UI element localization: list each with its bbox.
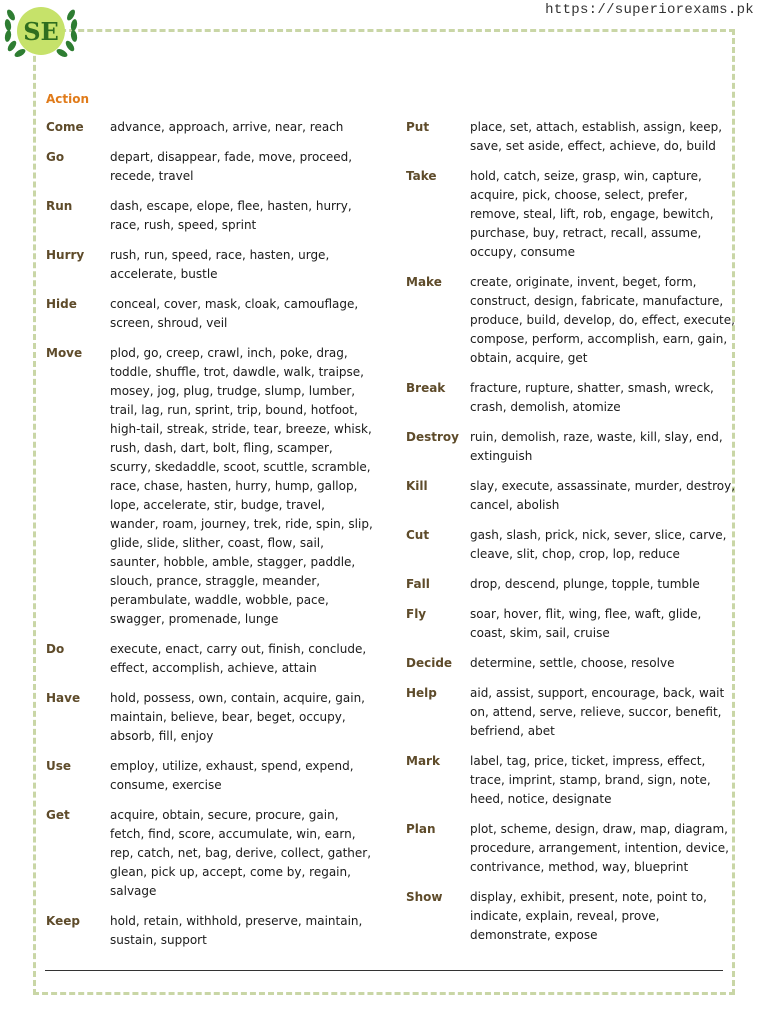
entry-synonyms: soar, hover, flit, wing, flee, waft, glide, coast, skim, sail, cruise — [470, 607, 702, 640]
entry-word: Fly — [406, 607, 427, 621]
entry-synonyms: execute, enact, carry out, finish, conclude, effect, accomplish, achieve, attain — [110, 642, 367, 675]
entry-word: Fall — [406, 577, 430, 591]
entry-do — [46, 640, 376, 678]
entry-show — [406, 888, 736, 945]
entry-get — [46, 806, 376, 901]
entry-synonyms: ruin, demolish, raze, waste, kill, slay, end, extinguish — [470, 430, 723, 463]
entry-mark — [406, 752, 736, 809]
site-url: https://superiorexams.pk — [545, 2, 754, 18]
entry-word: Keep — [46, 914, 80, 928]
entry-use — [46, 757, 376, 795]
entry-synonyms: determine, settle, choose, resolve — [470, 656, 675, 670]
entry-plan — [406, 820, 736, 877]
entry-word: Have — [46, 691, 81, 705]
entry-keep — [46, 912, 376, 950]
entry-synonyms: conceal, cover, mask, cloak, camouflage, screen, shroud, veil — [110, 297, 359, 330]
entry-synonyms: hold, possess, own, contain, acquire, gain, maintain, believe, bear, beget, occupy, absorb, fill, enjoy — [110, 691, 365, 743]
entry-synonyms: drop, descend, plunge, topple, tumble — [470, 577, 700, 591]
entry-word: Cut — [406, 528, 430, 542]
entry-word: Get — [46, 808, 70, 822]
right-column — [406, 118, 736, 956]
entry-synonyms: place, set, attach, establish, assign, keep, save, set aside, effect, achieve, do, build — [470, 120, 723, 153]
entry-synonyms: slay, execute, assassinate, murder, destroy, cancel, abolish — [470, 479, 736, 512]
entry-word: Break — [406, 381, 446, 395]
svg-text:SE: SE — [23, 17, 59, 46]
entry-word: Plan — [406, 822, 436, 836]
entry-word: Do — [46, 642, 65, 656]
entry-synonyms: fracture, rupture, shatter, smash, wreck, crash, demolish, atomize — [470, 381, 714, 414]
entry-fly — [406, 605, 736, 643]
entry-word: Show — [406, 890, 443, 904]
entry-move — [46, 344, 376, 629]
left-column — [46, 118, 376, 961]
entry-kill — [406, 477, 736, 515]
footer-rule — [45, 970, 723, 971]
entry-take — [406, 167, 736, 262]
entry-go — [46, 148, 376, 186]
entry-word: Kill — [406, 479, 428, 493]
entry-decide — [406, 654, 736, 673]
entry-word: Run — [46, 199, 73, 213]
entry-word: Hurry — [46, 248, 85, 262]
entry-synonyms: depart, disappear, fade, move, proceed, recede, travel — [110, 150, 353, 183]
entry-hurry — [46, 246, 376, 284]
logo-icon — [3, 3, 79, 61]
entry-word: Decide — [406, 656, 453, 670]
entry-word: Use — [46, 759, 72, 773]
entry-destroy — [406, 428, 736, 466]
entry-cut — [406, 526, 736, 564]
entry-word: Help — [406, 686, 437, 700]
entry-hide — [46, 295, 376, 333]
entry-fall — [406, 575, 736, 594]
entry-word: Put — [406, 120, 430, 134]
entry-synonyms: plot, scheme, design, draw, map, diagram, procedure, arrangement, intention, device, contrivance, method, way, blueprint — [470, 822, 729, 874]
entry-synonyms: advance, approach, arrive, near, reach — [110, 120, 344, 134]
entry-word: Hide — [46, 297, 77, 311]
entry-help — [406, 684, 736, 741]
entry-synonyms: gash, slash, prick, nick, sever, slice, carve, cleave, slit, chop, crop, lop, reduce — [470, 528, 727, 561]
entry-synonyms: dash, escape, elope, flee, hasten, hurry, race, rush, speed, sprint — [110, 199, 352, 232]
entry-make — [406, 273, 736, 368]
entry-break — [406, 379, 736, 417]
section-title: Action — [46, 92, 90, 106]
entry-word: Go — [46, 150, 65, 164]
entry-synonyms: aid, assist, support, encourage, back, wait on, attend, serve, relieve, succor, benefit, befriend, abet — [470, 686, 725, 738]
entry-put — [406, 118, 736, 156]
entry-synonyms: plod, go, creep, crawl, inch, poke, drag, toddle, shuffle, trot, dawdle, walk, traipse, mosey, jog, plug, trudge, slump, lumber, trail, lag, run, sprint, trip, bound, hotfoot, high-tail, streak, stride, tear, breeze, whisk, rush, dash, dart, bolt, fling, scamper, scurry, skedaddle, scoot, scuttle, scramble, race, chase, hasten, hurry, hump, gallop, lope, accelerate, stir, budge, travel, wander, roam, journey, trek, ride, spin, slip, glide, slide, slither, coast, flow, sail, saunter, hobble, amble, stagger, paddle, slouch, prance, straggle, meander, perambulate, waddle, wobble, pace, swagger, promenade, lunge — [110, 346, 373, 626]
entry-run — [46, 197, 376, 235]
entry-synonyms: label, tag, price, ticket, impress, effect, trace, imprint, stamp, brand, sign, note, heed, notice, designate — [470, 754, 711, 806]
entry-word: Take — [406, 169, 437, 183]
entry-synonyms: create, originate, invent, beget, form, construct, design, fabricate, manufacture, produce, build, develop, do, effect, execute, compose, perform, accomplish, earn, gain, obtain, acquire, get — [470, 275, 735, 365]
entry-word: Move — [46, 346, 83, 360]
entry-word: Come — [46, 120, 84, 134]
entry-synonyms: display, exhibit, present, note, point to, indicate, explain, reveal, prove, demonstrate, expose — [470, 890, 707, 942]
entry-synonyms: acquire, obtain, secure, procure, gain, fetch, find, score, accumulate, win, earn, rep, catch, net, bag, derive, collect, gather, glean, pick up, accept, come by, regain, salvage — [110, 808, 372, 898]
entry-synonyms: hold, catch, seize, grasp, win, capture, acquire, pick, choose, select, prefer, remove, steal, lift, rob, engage, bewitch, purchase, buy, retract, recall, assume, occupy, consume — [470, 169, 714, 259]
entry-synonyms: rush, run, speed, race, hasten, urge, accelerate, bustle — [110, 248, 330, 281]
entry-have — [46, 689, 376, 746]
entry-synonyms: hold, retain, withhold, preserve, maintain, sustain, support — [110, 914, 363, 947]
entry-come — [46, 118, 376, 137]
entry-word: Mark — [406, 754, 440, 768]
entry-word: Destroy — [406, 430, 459, 444]
entry-synonyms: employ, utilize, exhaust, spend, expend, consume, exercise — [110, 759, 354, 792]
entry-word: Make — [406, 275, 442, 289]
